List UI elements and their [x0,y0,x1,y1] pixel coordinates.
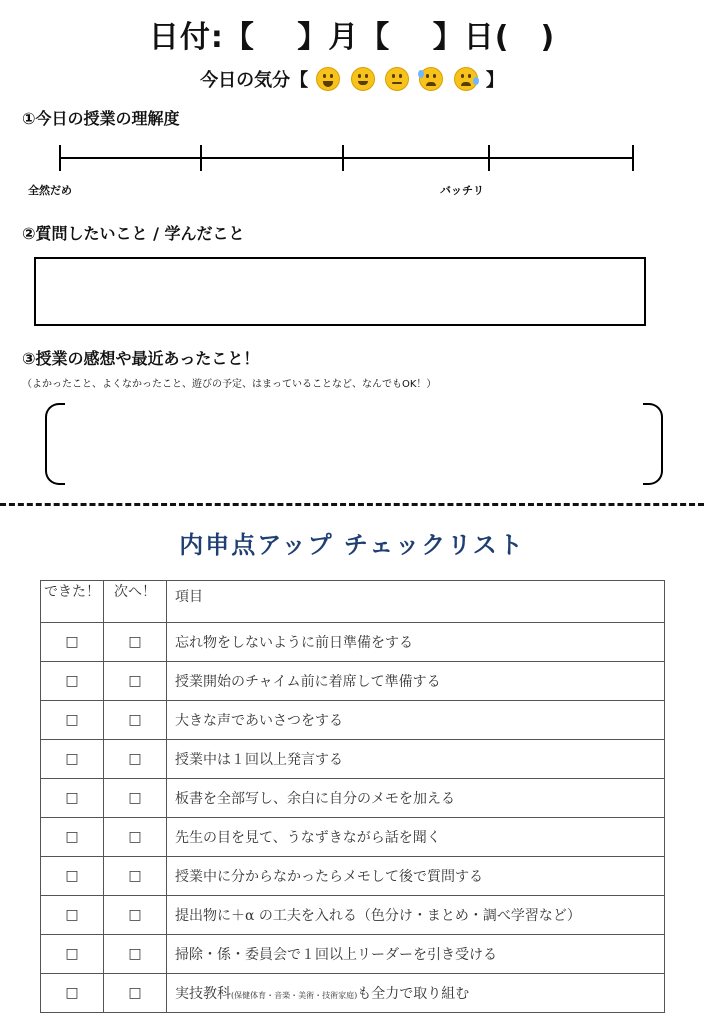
table-row [41,662,665,701]
done-checkbox[interactable]: □ [41,896,104,935]
scale-tick[interactable] [200,145,202,171]
table-row [41,857,665,896]
done-checkbox[interactable]: □ [41,974,104,1013]
next-checkbox[interactable]: □ [104,701,167,740]
next-checkbox[interactable]: □ [104,740,167,779]
table-row [41,974,665,1013]
item-text: 先生の目を見て、うなずきながら話を聞く [167,818,665,857]
item-text: 授業開始のチャイム前に着席して準備する [167,662,665,701]
last-item-suffix: も全力で取り組む [357,986,470,1002]
scale-right-label: バッチリ [440,184,484,197]
right-bracket [643,403,663,485]
next-checkbox[interactable]: □ [104,779,167,818]
done-checkbox[interactable]: □ [41,701,104,740]
scale-tick[interactable] [632,145,634,171]
done-checkbox[interactable]: □ [41,740,104,779]
last-item-prefix: 実技教科 [175,986,231,1002]
item-text: 忘れ物をしないように前日準備をする [167,623,665,662]
cut-line [0,503,704,506]
next-checkbox[interactable]: □ [104,974,167,1013]
table-row [41,779,665,818]
scale-tick[interactable] [488,145,490,171]
done-checkbox[interactable]: □ [41,779,104,818]
item-text: 授業中に分からなかったらメモして後で質問する [167,857,665,896]
section2-title: ②質問したいこと / 学んだこと [22,224,245,243]
next-checkbox[interactable]: □ [104,662,167,701]
section3-title: ③授業の感想や最近あったこと！ [22,349,260,368]
scale-tick[interactable] [59,145,61,171]
item-text: 板書を全部写し、余白に自分のメモを加える [167,779,665,818]
table-row [41,623,665,662]
mood-label: 今日の気分【 [200,70,309,91]
date-line: 日付:【 】月【 】日( ) [148,20,556,55]
checklist-title: 内申点アップ チェックリスト [179,531,525,559]
question-answer-box[interactable] [34,257,646,326]
mood-close-bracket: 】 [485,70,504,91]
done-checkbox[interactable]: □ [41,662,104,701]
table-row [41,818,665,857]
grinning-face-icon[interactable] [351,67,375,91]
table-row [41,896,665,935]
section1-title: ①今日の授業の理解度 [22,109,180,128]
header-next: 次へ！ [104,581,167,623]
header-item: 項目 [167,581,665,623]
table-row [41,740,665,779]
item-text-last [167,974,665,1013]
scale-tick[interactable] [342,145,344,171]
item-text: 授業中は１回以上発言する [167,740,665,779]
crying-face-icon[interactable] [454,67,478,91]
understanding-scale[interactable] [60,157,634,159]
next-checkbox[interactable]: □ [104,623,167,662]
next-checkbox[interactable]: □ [104,818,167,857]
done-checkbox[interactable]: □ [41,623,104,662]
done-checkbox[interactable]: □ [41,857,104,896]
next-checkbox[interactable]: □ [104,857,167,896]
item-text: 大きな声であいさつをする [167,701,665,740]
last-item-note: (保健体育・音楽・美術・技術家庭) [231,991,358,1000]
next-checkbox[interactable]: □ [104,896,167,935]
header-done: できた！ [41,581,104,623]
item-text: 提出物に＋α の工夫を入れる（色分け・まとめ・調べ学習など） [167,896,665,935]
mood-row [0,66,704,92]
item-text: 掃除・係・委員会で１回以上リーダーを引き受ける [167,935,665,974]
table-header-row [41,581,665,623]
scale-left-label: 全然だめ [28,184,72,197]
done-checkbox[interactable]: □ [41,818,104,857]
table-row [41,701,665,740]
table-row [41,935,665,974]
neutral-face-icon[interactable] [385,67,409,91]
left-bracket [45,403,65,485]
next-checkbox[interactable]: □ [104,935,167,974]
impressions-write-area[interactable] [70,405,640,483]
section3-note: （よかったこと、よくなかったこと、遊びの予定、はまっていることなど、なんでもOK！） [22,379,437,390]
laughing-face-icon[interactable] [316,67,340,91]
downcast-sweat-face-icon[interactable] [419,67,443,91]
checklist-table [40,580,665,1013]
done-checkbox[interactable]: □ [41,935,104,974]
